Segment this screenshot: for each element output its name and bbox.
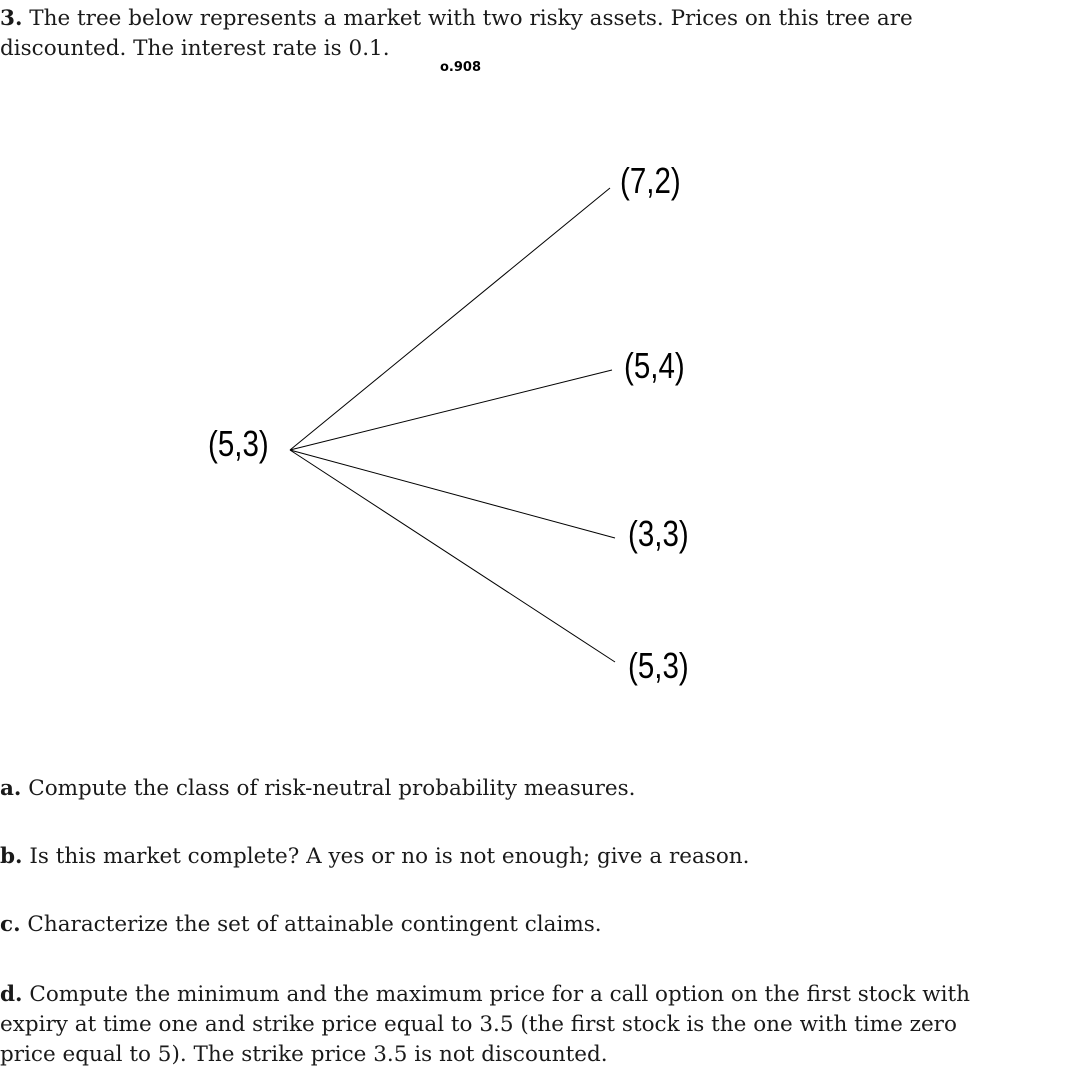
leaf-node-label-2: (5,4) [624,345,685,386]
question-d-line-2: expiry at time one and strike price equal to 3.5 (the first stock is the one with time zero [0,1012,957,1037]
leaf-node-label-3: (3,3) [628,513,689,554]
question-d-line-1 [0,980,970,1010]
problem-statement-line-2: discounted. The interest rate is 0.1. [0,36,390,61]
problem-number: 3. [0,6,23,31]
question-b-letter: b. [0,844,23,869]
question-d-letter: d. [0,982,23,1007]
leaf-node-label-1: (7,2) [620,160,681,201]
question-b-text: Is this market complete? A yes or no is not enough; give a reason. [29,844,750,869]
branch-line-1 [290,188,610,450]
handwritten-annotation: o.908 [440,60,482,75]
question-a [0,774,636,804]
question-a-letter: a. [0,776,22,801]
branch-line-2 [290,370,612,450]
question-b [0,842,749,872]
question-a-text: Compute the class of risk-neutral probability measures. [28,776,636,801]
branch-line-4 [290,450,615,662]
leaf-node-label-4: (5,3) [628,645,689,686]
question-d-text-1: Compute the minimum and the maximum price for a call option on the first stock with [29,982,970,1007]
question-c-text: Characterize the set of attainable contingent claims. [27,912,602,937]
root-node-label: (5,3) [208,423,269,464]
branch-line-3 [290,450,615,538]
problem-intro-text: The tree below represents a market with two risky assets. Prices on this tree are [29,6,913,31]
question-c-letter: c. [0,912,21,937]
question-d-line-3: price equal to 5). The strike price 3.5 is not discounted. [0,1042,608,1067]
question-c [0,910,602,940]
problem-statement-line-1 [0,4,913,34]
